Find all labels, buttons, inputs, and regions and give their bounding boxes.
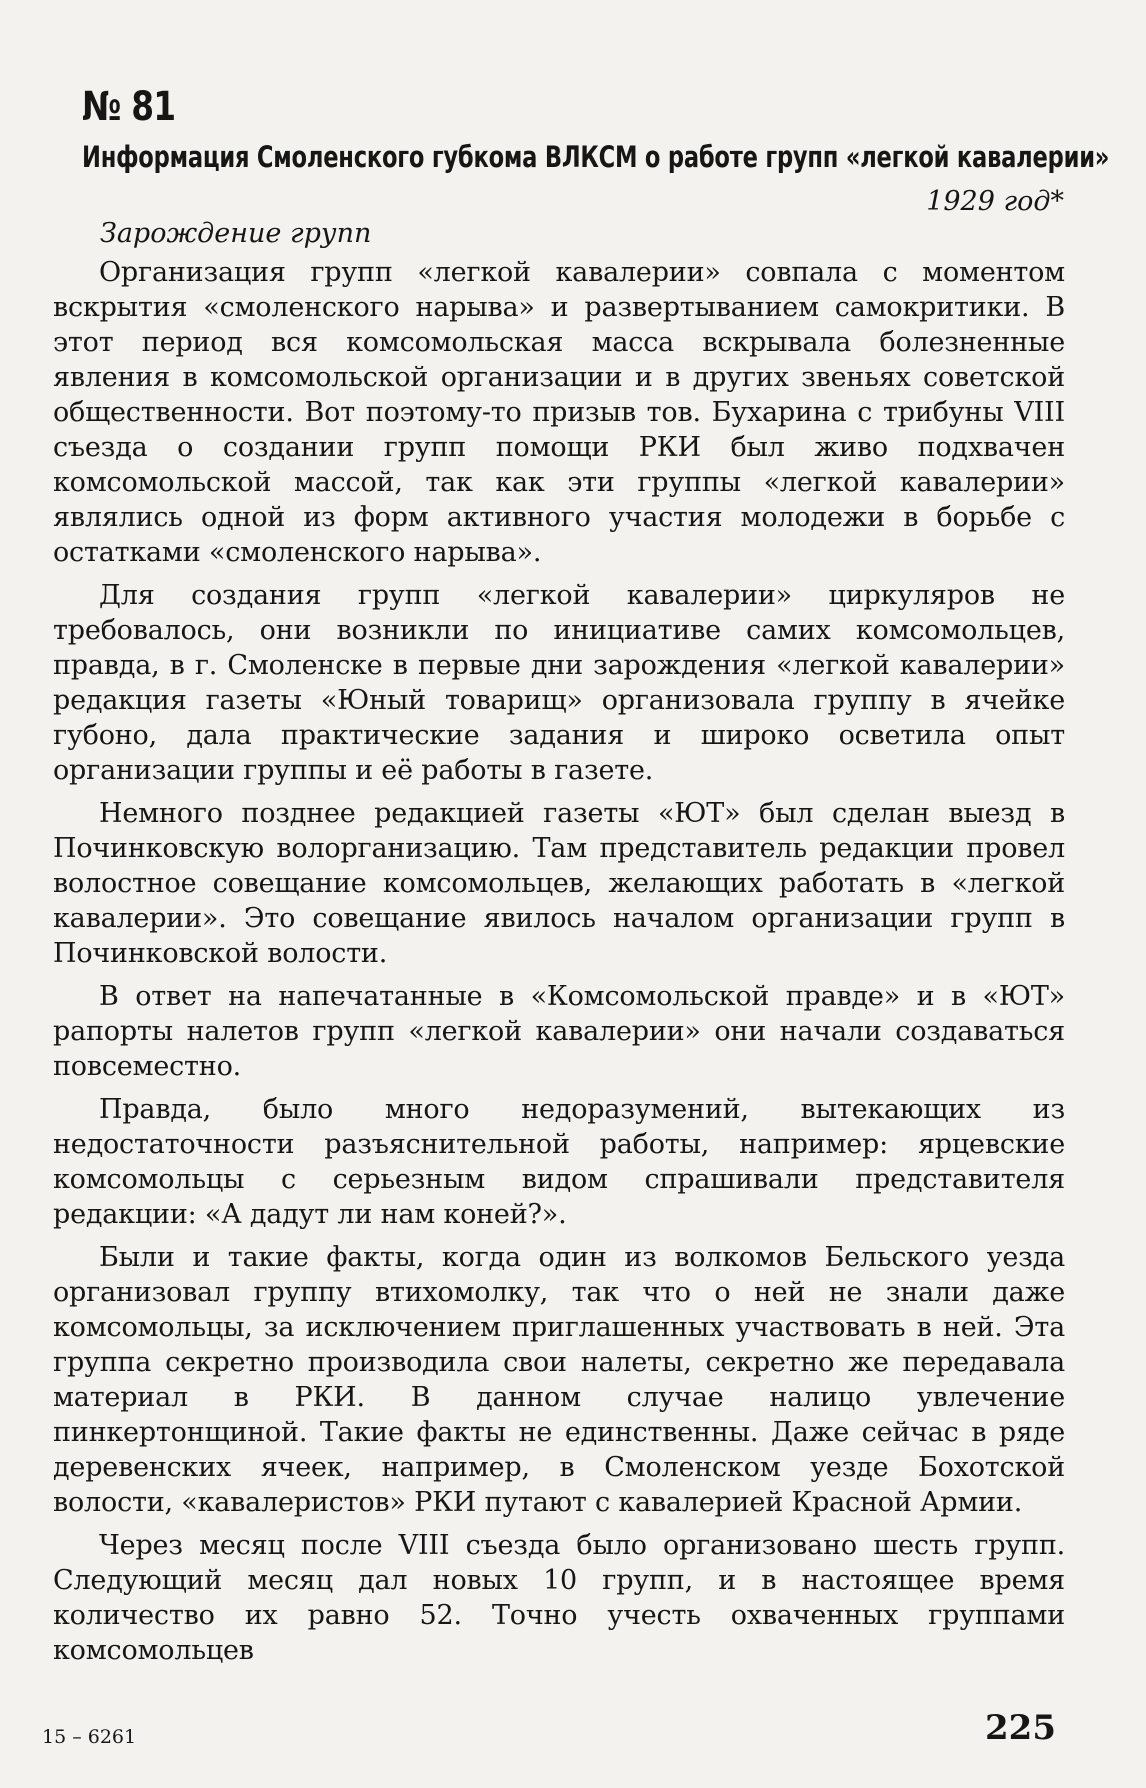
signature-code: 15 – 6261 (42, 1726, 137, 1748)
paragraph: Для создания групп «легкой кавалерии» циркуляров не требовалось, они возникли по инициативе самих комсомольцев, правда, в г. Смоленске в первые дни зарождения «легкой кавалерии» редакция газеты «Юный товарищ» организовала группу в ячейке губоно, дала практические задания и широко осветила опыт организации группы и её работы в газете. (53, 580, 1065, 786)
paragraph: В ответ на напечатанные в «Комсомольской правде» и в «ЮТ» рапорты налетов групп «легкой кавалерии» они начали создаваться повсеместно. (53, 981, 1065, 1082)
paragraph: Правда, было много недоразумений, вытекающих из недостаточности разъяснительной работы, например: ярцевские комсомольцы с серьезным видом спрашивали представителя редакции: «А дадут ли нам коней?». (53, 1094, 1065, 1230)
body-text (53, 255, 1065, 1676)
document-date: 1929 год* (926, 186, 1064, 217)
paragraph: Организация групп «легкой кавалерии» совпала с моментом вскрытия «смоленского нарыва» и развертыванием самокритики. В этот период вся комсомольская масса вскрывала болезненные явления в комсомольской организации и в других звеньях советской общественности. Вот поэтому-то призыв тов. Бухарина с трибуны VIII съезда о создании групп помощи РКИ был живо подхвачен комсомольской массой, так как эти группы «легкой кавалерии» являлись одной из форм активного участия молодежи в борьбе с остатками «смоленского нарыва». (53, 257, 1065, 568)
page-number: 225 (985, 1708, 1056, 1748)
document-number: № 81 (82, 84, 176, 130)
paragraph: Немного позднее редакцией газеты «ЮТ» был сделан выезд в Починковскую волорганизацию. Там представитель редакции провел волостное совещание комсомольцев, желающих работать в «легкой кавалерии». Это совещание явилось началом организации групп в Починковской волости. (53, 798, 1065, 969)
paragraph: Были и такие факты, когда один из волкомов Бельского уезда организовал группу втихомолку, так что о ней не знали даже комсомольцы, за исключением приглашенных участвовать в ней. Эта группа секретно производила свои налеты, секретно же передавала материал в РКИ. В данном случае налицо увлечение пинкертонщиной. Такие факты не единственны. Даже сейчас в ряде деревенских ячеек, например, в Смоленском уезде Бохотской волости, «кавалеристов» РКИ путают с кавалерией Красной Армии. (53, 1242, 1065, 1518)
document-title: Информация Смоленского губкома ВЛКСМ о работе групп «легкой кавалерии» (82, 140, 1110, 174)
section-heading: Зарождение групп (100, 218, 372, 249)
paragraph: Через месяц после VIII съезда было организовано шесть групп. Следующий месяц дал новых 10 групп, и в настоящее время количество их равно 52. Точно учесть охваченных группами комсомольцев (53, 1530, 1065, 1666)
